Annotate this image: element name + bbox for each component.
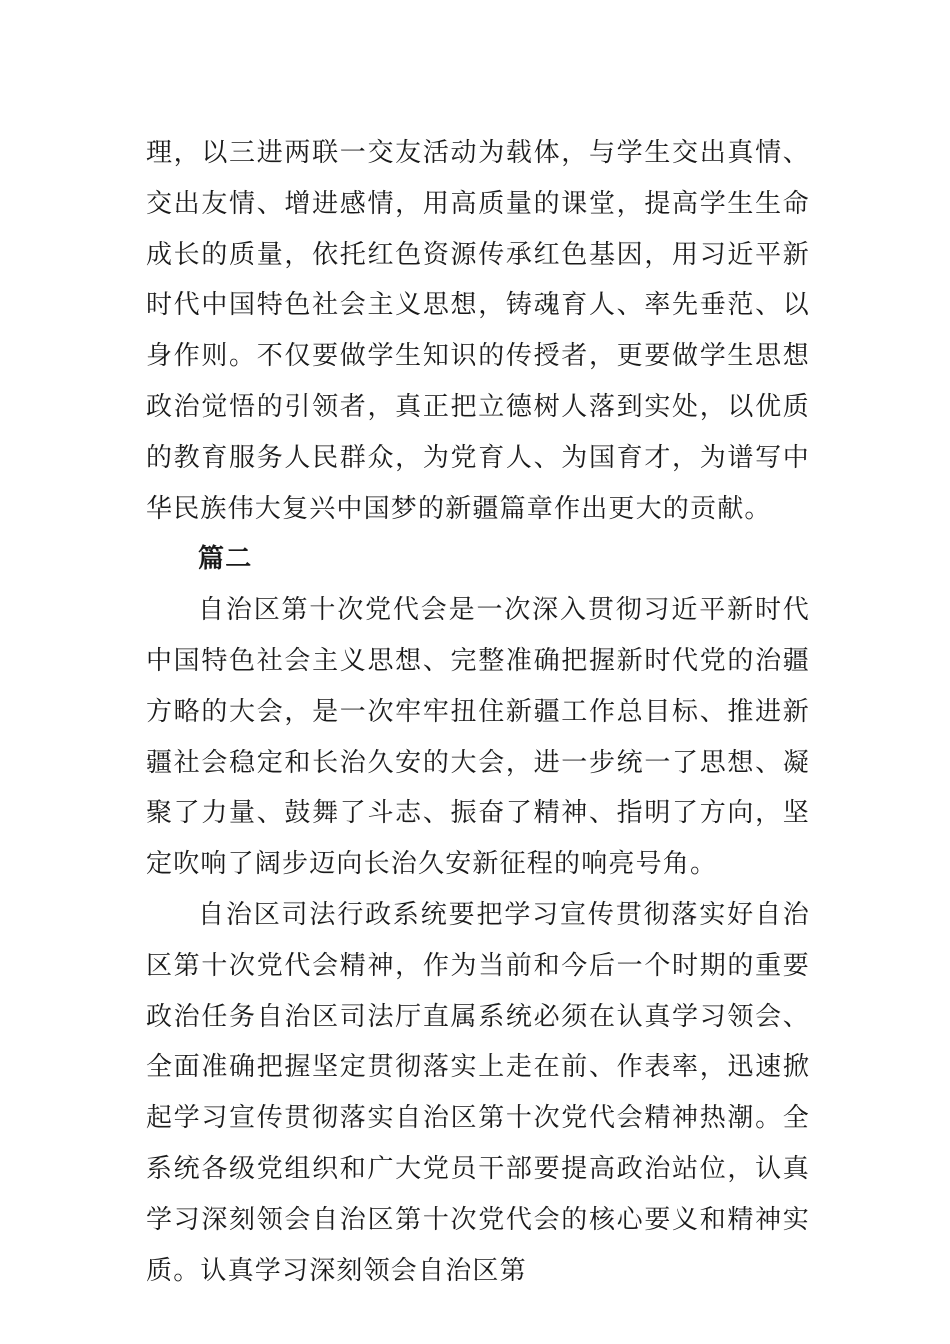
paragraph-continued: 理，以三进两联一交友活动为载体，与学生交出真情、交出友情、增进感情，用高质量的课堂，提高学生生命成长的质量，依托红色资源传承红色基因，用习近平新时代中国特色社会主义思想，铸魂育人、率先垂范、以身作则。不仅要做学生知识的传授者，更要做学生思想政治觉悟的引领者，真正把立德树人落到实处，以优质的教育服务人民群众，为党育人、为国育才，为谱写中华民族伟大复兴中国梦的新疆篇章作出更大的贡献。 — [146, 138, 810, 524]
paragraph-body: 自治区司法行政系统要把学习宣传贯彻落实好自治区第十次党代会精神，作为当前和今后一个时期的重要政治任务自治区司法厅直属系统必须在认真学习领会、全面准确把握坚定贯彻落实上走在前、作表率，迅速掀起学习宣传贯彻落实自治区第十次党代会精神热潮。全系统各级党组织和广大党员干部要提高政治站位，认真学习深刻领会自治区第十次党代会的核心要义和精神实质。认真学习深刻领会自治区第 — [146, 899, 810, 1286]
document-body — [146, 128, 810, 1296]
paragraph-intro: 自治区第十次党代会是一次深入贯彻习近平新时代中国特色社会主义思想、完整准确把握新时代党的治疆方略的大会，是一次牢牢扭住新疆工作总目标、推进新疆社会稳定和长治久安的大会，进一步统一了思想、凝聚了力量、鼓舞了斗志、振奋了精神、指明了方向，坚定吹响了阔步迈向长治久安新征程的响亮号角。 — [146, 595, 810, 880]
section-heading: 篇二 — [198, 544, 253, 575]
